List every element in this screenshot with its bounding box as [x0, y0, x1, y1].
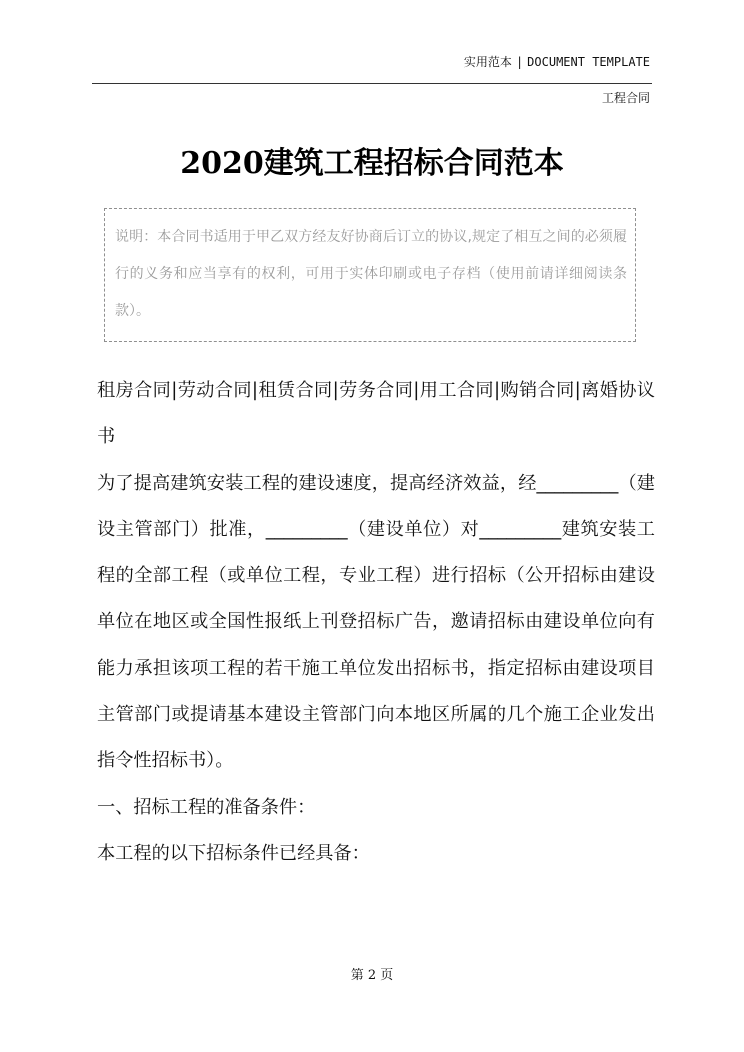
note-text: 说明：本合同书适用于甲乙双方经友好协商后订立的协议,规定了相互之间的必须履行的义务和应当享有的权利，可用于实体印刷或电子存档（使用前请详细阅读条款）。: [115, 229, 627, 319]
body-paragraph-conditions: 本工程的以下招标条件已经具备：: [97, 842, 370, 864]
header-divider: [92, 83, 652, 84]
page-number: 第 2 页: [350, 968, 394, 983]
section-heading-1: 一、招标工程的准备条件：: [97, 796, 316, 818]
header-category: 工程合同: [601, 91, 650, 105]
document-title: 2020建筑工程招标合同范本: [180, 146, 564, 181]
body-paragraph-intro: 为了提高建筑安装工程的建设速度，提高经济效益，经_________（建设主管部门）批准，_________（建设单位）对_________建筑安装工程的全部工程（或单位工程，专业工程）进行招标（公开招标由建设单位在地区或全国性报纸上刊登招标广告，邀请招标由建设单位向有能力承担该项工程的若干施工单位发出招标书，指定招标由建设项目主管部门或提请基本建设主管部门向本地区所属的几个施工企业发出指令性招标书）。: [97, 472, 655, 772]
header-label: [464, 53, 650, 70]
document-body: [97, 368, 655, 877]
header-separator: |: [515, 55, 524, 69]
note-box: [104, 208, 636, 342]
contract-type-list: 租房合同|劳动合同|租赁合同|劳务合同|用工合同|购销合同|离婚协议书: [97, 380, 655, 448]
header-right-label: DOCUMENT TEMPLATE: [527, 55, 650, 69]
header-left-label: 实用范本: [463, 55, 512, 69]
